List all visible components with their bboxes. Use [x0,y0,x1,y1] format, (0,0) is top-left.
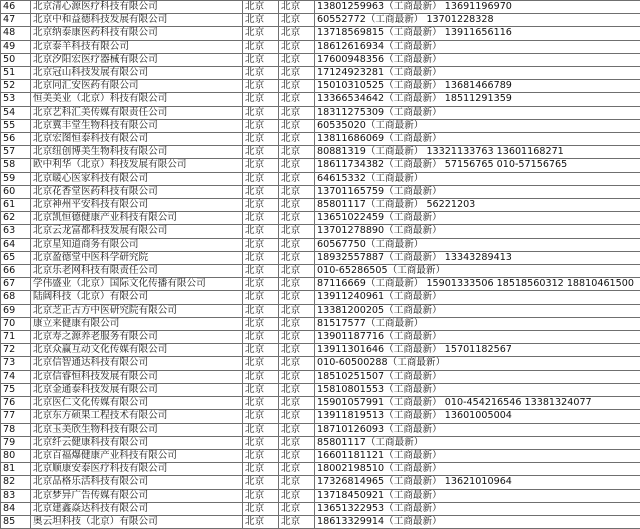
phone-cell[interactable]: 60552772（工商最新） 13701228328 [315,14,640,27]
city-cell[interactable]: 北京 [279,80,315,93]
row-index[interactable]: 49 [1,40,31,53]
phone-cell[interactable]: 64615332（工商最新） [315,172,640,185]
row-index[interactable]: 51 [1,67,31,80]
table-row [1,331,640,344]
table-row [1,53,640,66]
province-cell[interactable]: 北京 [243,291,279,304]
city-cell[interactable]: 北京 [279,331,315,344]
table-row [1,278,640,291]
row-index[interactable]: 60 [1,185,31,198]
company-name[interactable]: 北京建鑫焱达科技有限公司 [31,502,243,515]
table-row [1,317,640,330]
province-cell[interactable]: 北京 [243,14,279,27]
company-name[interactable]: 陆阔科技（北京）有限公司 [31,291,243,304]
table-row [1,515,640,528]
table-row [1,80,640,93]
table-row [1,449,640,462]
row-index[interactable]: 61 [1,199,31,212]
phone-cell[interactable]: 18611734382（工商最新） 57156765 010-57156765 [315,159,640,172]
province-cell[interactable]: 北京 [243,80,279,93]
company-name[interactable]: 北京冠山科技发展有限公司 [31,67,243,80]
phone-cell[interactable]: 85801117（工商最新） 56221203 [315,199,640,212]
row-index[interactable]: 59 [1,172,31,185]
city-cell[interactable]: 北京 [279,185,315,198]
table-row [1,251,640,264]
city-cell[interactable]: 北京 [279,370,315,383]
row-index[interactable]: 72 [1,344,31,357]
row-index[interactable]: 66 [1,265,31,278]
table-row [1,423,640,436]
province-cell[interactable]: 北京 [243,172,279,185]
phone-cell[interactable]: 18510251507（工商最新） [315,370,640,383]
phone-cell[interactable]: 18932557887（工商最新） 13343289413 [315,251,640,264]
city-cell[interactable]: 北京 [279,93,315,106]
row-index[interactable]: 80 [1,449,31,462]
phone-cell[interactable]: 13366534642（工商最新） 18511291359 [315,93,640,106]
company-name[interactable]: 北京梦异广告传媒有限公司 [31,489,243,502]
company-name[interactable]: 北京芝正古方中医研究院有限公司 [31,304,243,317]
city-cell[interactable]: 北京 [279,119,315,132]
company-name[interactable]: 北京纳泰康医药科技有限公司 [31,27,243,40]
table-row [1,93,640,106]
province-cell[interactable]: 北京 [243,436,279,449]
phone-cell[interactable]: 60535020（工商最新） [315,119,640,132]
row-index[interactable]: 48 [1,27,31,40]
company-name[interactable]: 北京纤云健康科技有限公司 [31,436,243,449]
phone-cell[interactable]: 17124923281（工商最新） [315,67,640,80]
phone-cell[interactable]: 85801117（工商最新） [315,436,640,449]
company-name[interactable]: 北京星知道商务有限公司 [31,238,243,251]
row-index[interactable]: 67 [1,278,31,291]
company-name[interactable]: 北京纽创博美生物科技有限公司 [31,146,243,159]
company-name[interactable]: 北京众赢互动文化传媒有限公司 [31,344,243,357]
phone-cell[interactable]: 13801259963（工商最新） 13691196970 [315,1,640,14]
city-cell[interactable]: 北京 [279,357,315,370]
table-row [1,14,640,27]
phone-cell[interactable]: 18002198510（工商最新） [315,463,640,476]
phone-cell[interactable]: 13901187716（工商最新） [315,331,640,344]
city-cell[interactable]: 北京 [279,172,315,185]
province-cell[interactable]: 北京 [243,515,279,528]
city-cell[interactable]: 北京 [279,238,315,251]
company-name[interactable]: 北京玉美欣生物科技有限公司 [31,423,243,436]
province-cell[interactable]: 北京 [243,476,279,489]
phone-cell[interactable]: 13381200205（工商最新） [315,304,640,317]
province-cell[interactable]: 北京 [243,423,279,436]
row-index[interactable]: 69 [1,304,31,317]
phone-cell[interactable]: 13911819513（工商最新） 13601005004 [315,410,640,423]
province-cell[interactable]: 北京 [243,502,279,515]
city-cell[interactable]: 北京 [279,397,315,410]
table-body [1,1,640,529]
phone-cell[interactable]: 17326814965（工商最新） 13621010964 [315,476,640,489]
city-cell[interactable]: 北京 [279,436,315,449]
province-cell[interactable]: 北京 [243,357,279,370]
table-row [1,159,640,172]
phone-cell[interactable]: 13701278890（工商最新） [315,225,640,238]
city-cell[interactable]: 北京 [279,344,315,357]
phone-cell[interactable]: 15010310525（工商最新） 13681466789 [315,80,640,93]
phone-cell[interactable]: 010-65286505（工商最新） [315,265,640,278]
province-cell[interactable]: 北京 [243,185,279,198]
row-index[interactable]: 79 [1,436,31,449]
phone-cell[interactable]: 13811686069（工商最新） [315,133,640,146]
city-cell[interactable]: 北京 [279,159,315,172]
company-name[interactable]: 北京医仁文化传媒有限公司 [31,397,243,410]
company-name[interactable]: 北京百福爆健康产业科技有限公司 [31,449,243,462]
city-cell[interactable]: 北京 [279,53,315,66]
city-cell[interactable]: 北京 [279,27,315,40]
table-row [1,212,640,225]
phone-cell[interactable]: 18612616934（工商最新） [315,40,640,53]
table-row [1,357,640,370]
row-index[interactable]: 76 [1,397,31,410]
province-cell[interactable]: 北京 [243,1,279,14]
table-row [1,291,640,304]
company-name[interactable]: 北京云龙富都科技发展有限公司 [31,225,243,238]
province-cell[interactable]: 北京 [243,119,279,132]
row-index[interactable]: 50 [1,53,31,66]
city-cell[interactable]: 北京 [279,225,315,238]
table-row [1,489,640,502]
city-cell[interactable]: 北京 [279,383,315,396]
table-row [1,238,640,251]
company-name[interactable]: 北京盈德堂中医科学研究院 [31,251,243,264]
table-row [1,476,640,489]
city-cell[interactable]: 北京 [279,463,315,476]
company-name[interactable]: 北京品格乐活科技有限公司 [31,476,243,489]
company-name[interactable]: 北京神州平安科技有限公司 [31,199,243,212]
row-index[interactable]: 73 [1,357,31,370]
table-row [1,383,640,396]
phone-cell[interactable]: 13651322953（工商最新） [315,502,640,515]
city-cell[interactable]: 北京 [279,278,315,291]
city-cell[interactable]: 北京 [279,291,315,304]
table-row [1,119,640,132]
row-index[interactable]: 57 [1,146,31,159]
table-row [1,106,640,119]
row-index[interactable]: 82 [1,476,31,489]
company-name[interactable]: 北京花香堂医药科技有限公司 [31,185,243,198]
table-row [1,436,640,449]
province-cell[interactable]: 北京 [243,146,279,159]
company-name[interactable]: 北京泰羊科技有限公司 [31,40,243,53]
city-cell[interactable]: 北京 [279,515,315,528]
city-cell[interactable]: 北京 [279,317,315,330]
phone-cell[interactable]: 13718569815（工商最新） 13911656116 [315,27,640,40]
company-name[interactable]: 北京艺科汇美传媒有限责任公司 [31,106,243,119]
company-name[interactable]: 学伟盛业（北京）国际文化传播有限公司 [31,278,243,291]
table-row [1,463,640,476]
row-index[interactable]: 85 [1,515,31,528]
row-index[interactable]: 77 [1,410,31,423]
province-cell[interactable]: 北京 [243,317,279,330]
table-row [1,370,640,383]
company-name[interactable]: 北京中和益德科技发展有限公司 [31,14,243,27]
province-cell[interactable]: 北京 [243,304,279,317]
company-name[interactable]: 恒美美业（北京）科技有限公司 [31,93,243,106]
city-cell[interactable]: 北京 [279,489,315,502]
province-cell[interactable]: 北京 [243,93,279,106]
city-cell[interactable]: 北京 [279,410,315,423]
company-name[interactable]: 北京冀丰堂生物科技有限公司 [31,119,243,132]
province-cell[interactable]: 北京 [243,331,279,344]
phone-cell[interactable]: 13718450921（工商最新） [315,489,640,502]
row-index[interactable]: 81 [1,463,31,476]
company-name[interactable]: 北京宏图恒泰科技有限公司 [31,133,243,146]
row-index[interactable]: 83 [1,489,31,502]
table-row [1,27,640,40]
row-index[interactable]: 55 [1,119,31,132]
province-cell[interactable]: 北京 [243,463,279,476]
phone-cell[interactable]: 15810801553（工商最新） [315,383,640,396]
company-name[interactable]: 北京清心源医疗科技有限公司 [31,1,243,14]
phone-cell[interactable]: 17600948356（工商最新） [315,53,640,66]
city-cell[interactable]: 北京 [279,146,315,159]
company-name[interactable]: 北京顺康安泰医疗科技有限公司 [31,463,243,476]
table-row [1,146,640,159]
row-index[interactable]: 46 [1,1,31,14]
row-index[interactable]: 58 [1,159,31,172]
phone-cell[interactable]: 18613329914（工商最新） [315,515,640,528]
province-cell[interactable]: 北京 [243,278,279,291]
company-name[interactable]: 北京乐老网科技有限责任公司 [31,265,243,278]
table-row [1,304,640,317]
row-index[interactable]: 78 [1,423,31,436]
phone-cell[interactable]: 18710126093（工商最新） [315,423,640,436]
table-row [1,1,640,14]
phone-cell[interactable]: 60567750（工商最新） [315,238,640,251]
province-cell[interactable]: 北京 [243,199,279,212]
phone-cell[interactable]: 13911240961（工商最新） [315,291,640,304]
city-cell[interactable]: 北京 [279,133,315,146]
company-name[interactable]: 北京寿之源养老服务有限公司 [31,331,243,344]
city-cell[interactable]: 北京 [279,502,315,515]
row-index[interactable]: 65 [1,251,31,264]
row-index[interactable]: 68 [1,291,31,304]
province-cell[interactable]: 北京 [243,370,279,383]
phone-cell[interactable]: 13651022459（工商最新） [315,212,640,225]
company-name[interactable]: 北京信智通达科技有限公司 [31,357,243,370]
row-index[interactable]: 53 [1,93,31,106]
row-index[interactable]: 47 [1,14,31,27]
city-cell[interactable]: 北京 [279,106,315,119]
table-row [1,133,640,146]
row-index[interactable]: 63 [1,225,31,238]
province-cell[interactable]: 北京 [243,53,279,66]
phone-cell[interactable]: 18311275309（工商最新） [315,106,640,119]
table-row [1,265,640,278]
province-cell[interactable]: 北京 [243,265,279,278]
phone-cell[interactable]: 87116669（工商最新） 15901333506 18518560312 18810461500 [315,278,640,291]
city-cell[interactable]: 北京 [279,423,315,436]
table-row [1,410,640,423]
province-cell[interactable]: 北京 [243,27,279,40]
row-index[interactable]: 62 [1,212,31,225]
company-name[interactable]: 北京凯恒德健康产业科技有限公司 [31,212,243,225]
province-cell[interactable]: 北京 [243,106,279,119]
company-name[interactable]: 北京金通泰科技发展有限公司 [31,383,243,396]
company-name[interactable]: 北京汐阳宏医疗器械有限公司 [31,53,243,66]
row-index[interactable]: 74 [1,370,31,383]
province-cell[interactable]: 北京 [243,225,279,238]
phone-cell[interactable]: 13701165759（工商最新） [315,185,640,198]
row-index[interactable]: 71 [1,331,31,344]
city-cell[interactable]: 北京 [279,476,315,489]
table-row [1,172,640,185]
province-cell[interactable]: 北京 [243,238,279,251]
company-name[interactable]: 北京东方硕果工程技术有限公司 [31,410,243,423]
table-row [1,502,640,515]
table-row [1,344,640,357]
city-cell[interactable]: 北京 [279,212,315,225]
row-index[interactable]: 84 [1,502,31,515]
province-cell[interactable]: 北京 [243,212,279,225]
row-index[interactable]: 64 [1,238,31,251]
city-cell[interactable]: 北京 [279,67,315,80]
phone-cell[interactable]: 16601181121（工商最新） [315,449,640,462]
phone-cell[interactable]: 81517577（工商最新） [315,317,640,330]
province-cell[interactable]: 北京 [243,40,279,53]
province-cell[interactable]: 北京 [243,344,279,357]
table-row [1,225,640,238]
table-row [1,67,640,80]
province-cell[interactable]: 北京 [243,67,279,80]
city-cell[interactable]: 北京 [279,304,315,317]
table-row [1,40,640,53]
city-cell[interactable]: 北京 [279,251,315,264]
company-name[interactable]: 北京信睿恒科技发展有限公司 [31,370,243,383]
table-row [1,397,640,410]
phone-cell[interactable]: 13911301646（工商最新） 15701182567 [315,344,640,357]
province-cell[interactable]: 北京 [243,251,279,264]
province-cell[interactable]: 北京 [243,397,279,410]
company-name[interactable]: 奥云坦科技（北京）有限公司 [31,515,243,528]
table-row [1,185,640,198]
company-name[interactable]: 北京暖心医家科技有限公司 [31,172,243,185]
province-cell[interactable]: 北京 [243,159,279,172]
city-cell[interactable]: 北京 [279,199,315,212]
city-cell[interactable]: 北京 [279,449,315,462]
province-cell[interactable]: 北京 [243,489,279,502]
row-index[interactable]: 52 [1,80,31,93]
company-name[interactable]: 康立来健康有限公司 [31,317,243,330]
table-row [1,199,640,212]
company-name[interactable]: 北京同汇安医药有限公司 [31,80,243,93]
phone-cell[interactable]: 010-60500288（工商最新） [315,357,640,370]
city-cell[interactable]: 北京 [279,1,315,14]
row-index[interactable]: 54 [1,106,31,119]
row-index[interactable]: 75 [1,383,31,396]
province-cell[interactable]: 北京 [243,410,279,423]
row-index[interactable]: 70 [1,317,31,330]
province-cell[interactable]: 北京 [243,449,279,462]
city-cell[interactable]: 北京 [279,14,315,27]
row-index[interactable]: 56 [1,133,31,146]
city-cell[interactable]: 北京 [279,40,315,53]
company-name[interactable]: 欧中利华（北京）科技发展有限公司 [31,159,243,172]
phone-cell[interactable]: 80881319（工商最新） 13321133763 13601168271 [315,146,640,159]
province-cell[interactable]: 北京 [243,383,279,396]
phone-cell[interactable]: 15901057991（工商最新） 010-454216546 13381324077 [315,397,640,410]
city-cell[interactable]: 北京 [279,265,315,278]
province-cell[interactable]: 北京 [243,133,279,146]
